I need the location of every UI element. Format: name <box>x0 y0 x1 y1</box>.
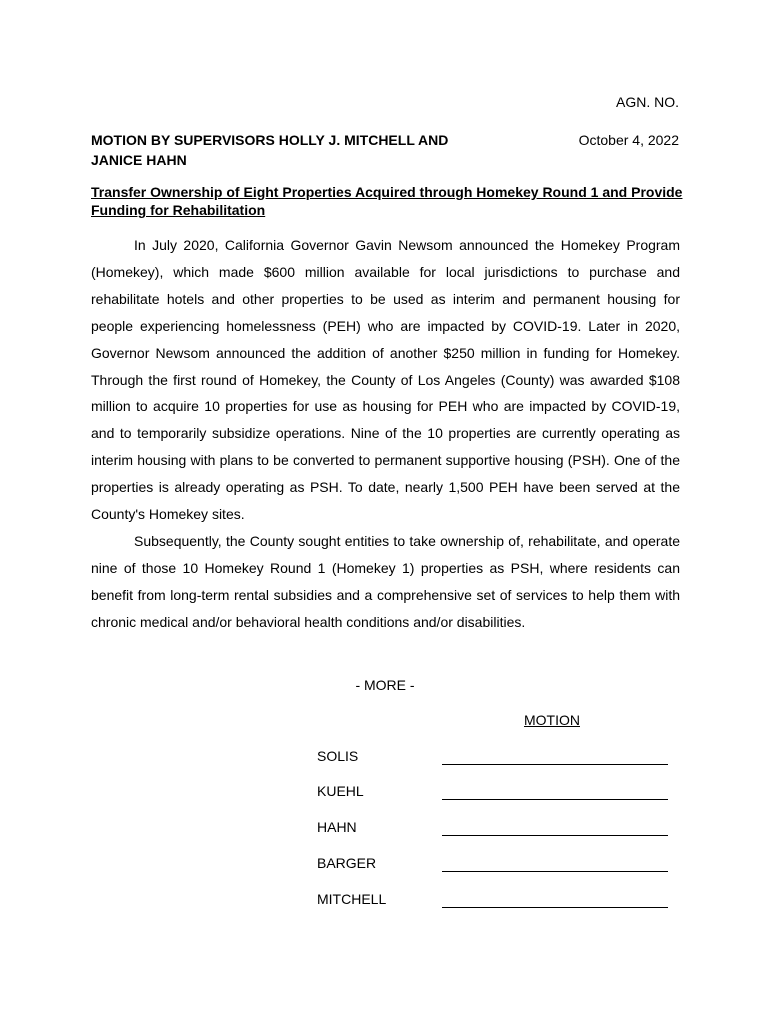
supervisor-name: MITCHELL <box>317 891 387 907</box>
paragraph: Subsequently, the County sought entities to take ownership of, rehabilitate, and operate nine of those 10 Homekey Round 1 (Homekey 1) properties as PSH, where residents can benefit from long-term rental subsidies and a comprehensive set of services to help them with chronic medical and/or behavioral health conditions and/or disabilities. <box>91 532 680 630</box>
signature-line <box>442 907 668 908</box>
vote-row-hahn <box>317 819 677 839</box>
supervisor-name: KUEHL <box>317 783 364 799</box>
signature-line <box>442 799 668 800</box>
supervisor-name: HAHN <box>317 819 357 835</box>
paragraph: In July 2020, California Governor Gavin Newsom announced the Homekey Program (Homekey), which made $600 million available for local jurisdictions to purchase and rehabilitate hotels and other properties to be used as interim and permanent housing for people experiencing homelessness (PEH) who are impacted by COVID-19. Later in 2020, Governor Newsom announced the addition of another $250 million in funding for Homekey. Through the first round of Homekey, the County of Los Angeles (County) was awarded $108 million to acquire 10 properties for use as housing for PEH who are impacted by COVID-19, and to temporarily subsidize operations. Nine of the 10 properties are currently operating as interim housing with plans to be converted to permanent supportive housing (PSH). One of the properties is already operating as PSH. To date, nearly 1,500 PEH have been served at the County's Homekey sites. <box>91 237 680 523</box>
supervisor-name: SOLIS <box>317 748 359 764</box>
signature-line <box>442 871 668 872</box>
vote-row-barger <box>317 855 677 875</box>
agenda-number: AGN. NO. <box>615 94 679 110</box>
motion-body <box>91 232 680 636</box>
vote-row-kuehl <box>317 783 677 803</box>
motion-date: October 4, 2022 <box>578 132 679 148</box>
vote-row-mitchell <box>317 891 677 911</box>
supervisor-name: BARGER <box>317 855 377 871</box>
vote-row-solis <box>317 748 677 768</box>
more-indicator: - MORE - <box>355 677 415 693</box>
signature-line <box>442 835 668 836</box>
signature-line <box>442 764 668 765</box>
motion-by-heading: MOTION BY SUPERVISORS HOLLY J. MITCHELL AND JANICE HAHN <box>91 132 449 168</box>
motion-column-heading: MOTION <box>524 712 580 728</box>
motion-title: Transfer Ownership of Eight Properties Acquired through Homekey Round 1 and Provide Funding for Rehabilitation <box>91 184 683 218</box>
